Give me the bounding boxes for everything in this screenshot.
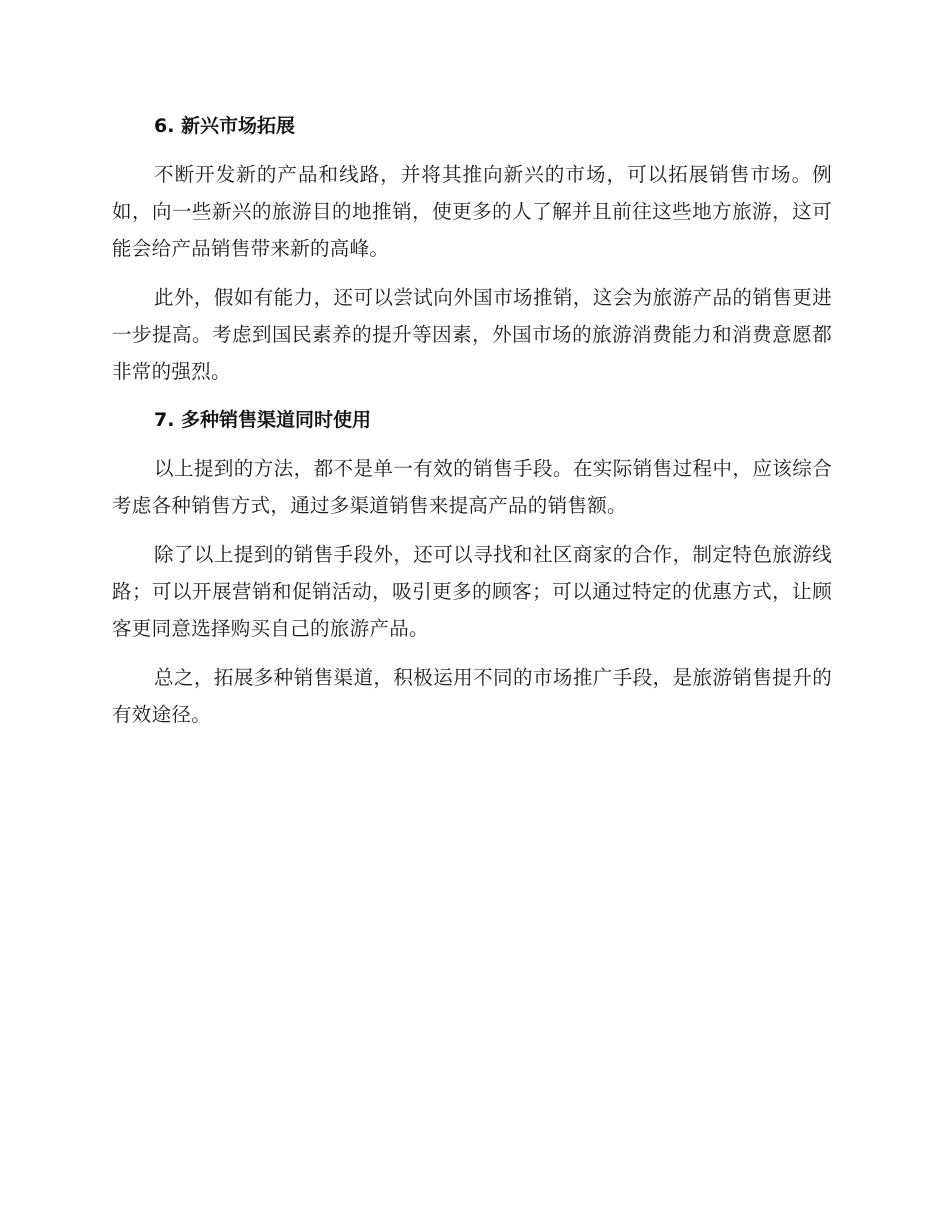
document-body bbox=[112, 108, 832, 745]
paragraph: 总之，拓展多种销售渠道，积极运用不同的市场推广手段，是旅游销售提升的有效途径。 bbox=[112, 666, 832, 726]
section-multiple-channels bbox=[112, 402, 832, 733]
paragraph: 此外，假如有能力，还可以尝试向外国市场推销，这会为旅游产品的销售更进一步提高。考虑到国民素养的提升等因素，外国市场的旅游消费能力和消费意愿都非常的强烈。 bbox=[112, 286, 832, 383]
paragraph: 以上提到的方法，都不是单一有效的销售手段。在实际销售过程中，应该综合考虑各种销售方式，通过多渠道销售来提高产品的销售额。 bbox=[112, 457, 832, 517]
section-heading: 7. 多种销售渠道同时使用 bbox=[154, 409, 372, 431]
paragraph: 除了以上提到的销售手段外，还可以寻找和社区商家的合作，制定特色旅游线路；可以开展营销和促销活动，吸引更多的顾客；可以通过特定的优惠方式，让顾客更同意选择购买自己的旅游产品。 bbox=[112, 543, 832, 640]
section-emerging-markets bbox=[112, 108, 832, 390]
paragraph: 不断开发新的产品和线路，并将其推向新兴的市场，可以拓展销售市场。例如，向一些新兴的旅游目的地推销，使更多的人了解并且前往这些地方旅游，这可能会给产品销售带来新的高峰。 bbox=[112, 163, 832, 260]
section-heading: 6. 新兴市场拓展 bbox=[154, 115, 296, 137]
